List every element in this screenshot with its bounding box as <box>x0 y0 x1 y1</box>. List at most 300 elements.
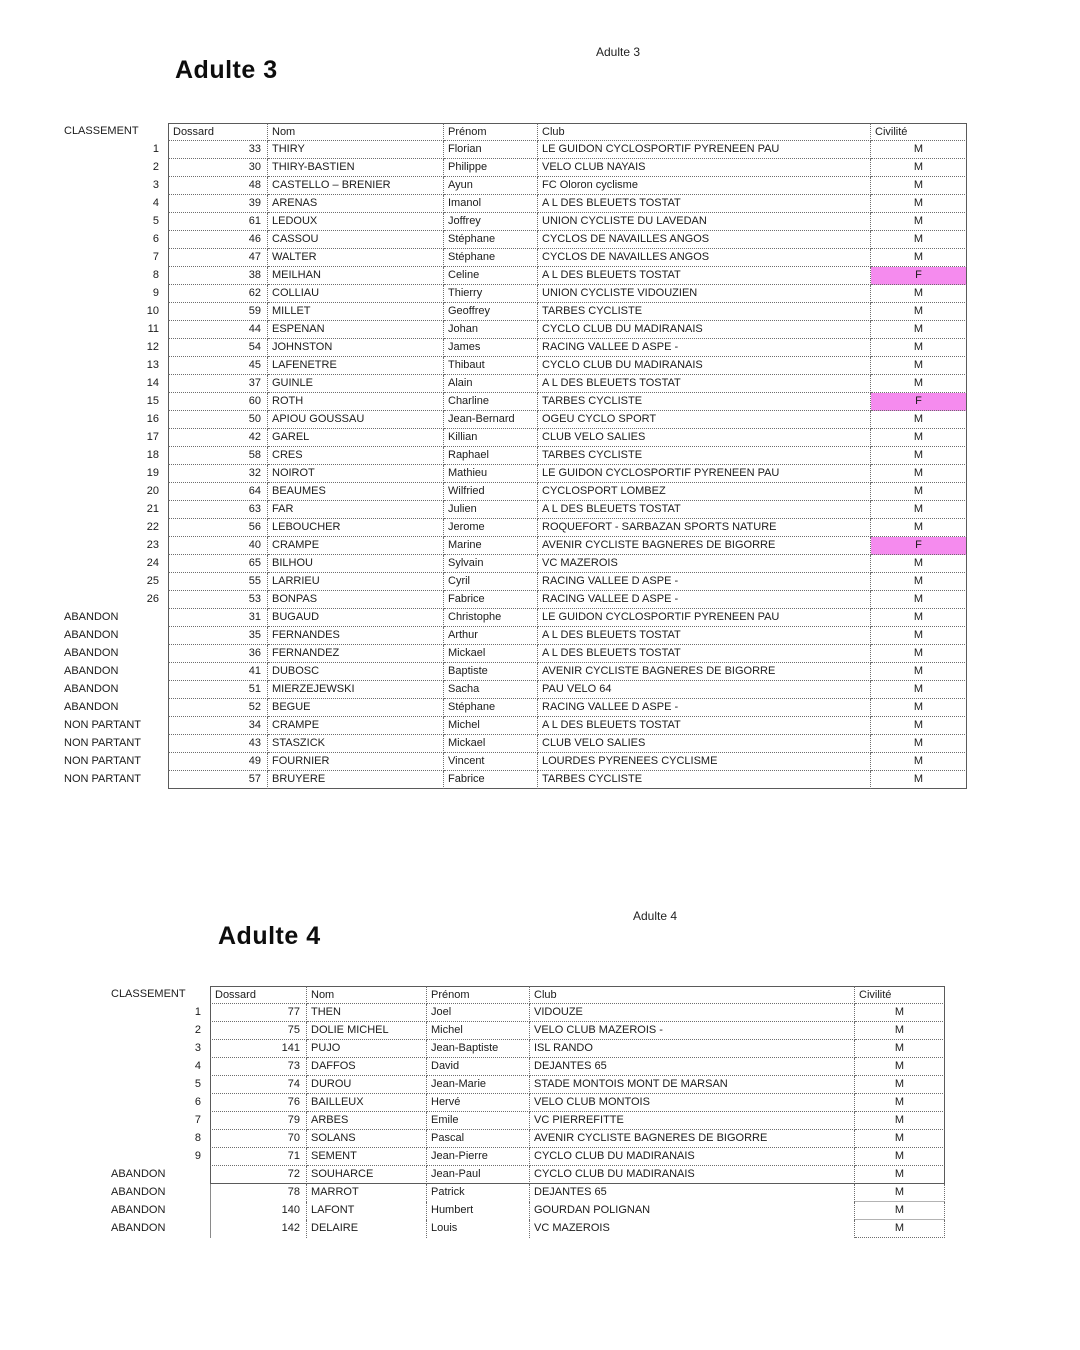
cell-civilite: M <box>871 681 967 699</box>
cell-club: A L DES BLEUETS TOSTAT <box>538 627 871 645</box>
column-header-dossard: Dossard <box>168 123 268 141</box>
cell-club: DEJANTES 65 <box>530 1184 855 1202</box>
cell-classement: 6 <box>194 1096 201 1108</box>
cell-classement: ABANDON <box>64 629 119 641</box>
results-table <box>63 123 967 789</box>
cell-dossard: 53 <box>168 591 268 609</box>
cell-classement: 26 <box>146 593 159 605</box>
cell-prenom: Cyril <box>444 573 538 591</box>
cell-club: LE GUIDON CYCLOSPORTIF PYRENEEN PAU <box>538 609 871 627</box>
table-body <box>63 141 967 789</box>
cell-classement: NON PARTANT <box>64 737 142 749</box>
cell-nom: DELAIRE <box>307 1220 427 1238</box>
cell-club: PAU VELO 64 <box>538 681 871 699</box>
table-row <box>63 447 967 465</box>
cell-civilite: F <box>871 537 967 555</box>
table-row <box>63 753 967 771</box>
table-row <box>63 249 967 267</box>
table-row <box>63 141 967 159</box>
cell-club: VC MAZEROIS <box>530 1220 855 1238</box>
page-header-label: Adulte 3 <box>596 45 641 59</box>
cell-dossard: 78 <box>210 1184 307 1202</box>
cell-civilite: M <box>855 1076 945 1094</box>
cell-club: STADE MONTOIS MONT DE MARSAN <box>530 1076 855 1094</box>
cell-classement: 1 <box>152 143 159 155</box>
cell-civilite: M <box>871 141 967 159</box>
cell-civilite: M <box>871 303 967 321</box>
cell-club: TARBES CYCLISTE <box>538 447 871 465</box>
cell-dossard: 140 <box>210 1202 307 1220</box>
cell-club: CYCLO CLUB DU MADIRANAIS <box>530 1148 855 1166</box>
cell-dossard: 61 <box>168 213 268 231</box>
cell-nom: THIRY-BASTIEN <box>268 159 444 177</box>
cell-prenom: Baptiste <box>444 663 538 681</box>
cell-nom: FOURNIER <box>268 753 444 771</box>
cell-nom: JOHNSTON <box>268 339 444 357</box>
cell-nom: MEILHAN <box>268 267 444 285</box>
cell-club: AVENIR CYCLISTE BAGNERES DE BIGORRE <box>538 663 871 681</box>
cell-prenom: Celine <box>444 267 538 285</box>
cell-nom: PUJO <box>307 1040 427 1058</box>
cell-club: VIDOUZE <box>530 1004 855 1022</box>
cell-nom: CRAMPE <box>268 537 444 555</box>
column-header-nom: Nom <box>268 123 444 141</box>
cell-civilite: M <box>855 1130 945 1148</box>
table-row <box>63 681 967 699</box>
cell-prenom: Philippe <box>444 159 538 177</box>
cell-civilite: F <box>871 267 967 285</box>
cell-nom: ARENAS <box>268 195 444 213</box>
cell-classement: 9 <box>194 1150 201 1162</box>
cell-civilite: M <box>871 501 967 519</box>
cell-club: VELO CLUB MONTOIS <box>530 1094 855 1112</box>
cell-civilite: M <box>871 663 967 681</box>
cell-classement: ABANDON <box>111 1186 166 1198</box>
cell-club: CYCLOS DE NAVAILLES ANGOS <box>538 249 871 267</box>
cell-classement: 23 <box>146 539 159 551</box>
cell-dossard: 77 <box>210 1004 307 1022</box>
cell-prenom: Alain <box>444 375 538 393</box>
cell-classement: 4 <box>152 197 159 209</box>
cell-dossard: 37 <box>168 375 268 393</box>
cell-nom: BILHOU <box>268 555 444 573</box>
cell-club: CYCLO CLUB DU MADIRANAIS <box>538 357 871 375</box>
cell-dossard: 44 <box>168 321 268 339</box>
cell-civilite: M <box>855 1184 945 1202</box>
cell-nom: BRUYERE <box>268 771 444 789</box>
table-row <box>63 501 967 519</box>
cell-prenom: Mickael <box>444 645 538 663</box>
cell-prenom: Joel <box>427 1004 530 1022</box>
cell-classement: 2 <box>152 161 159 173</box>
cell-civilite: M <box>871 645 967 663</box>
cell-nom: BAILLEUX <box>307 1094 427 1112</box>
cell-club: DEJANTES 65 <box>530 1058 855 1076</box>
cell-dossard: 43 <box>168 735 268 753</box>
cell-dossard: 42 <box>168 429 268 447</box>
cell-prenom: Michel <box>444 717 538 735</box>
table-row <box>110 1202 945 1220</box>
cell-prenom: Johan <box>444 321 538 339</box>
cell-nom: NOIROT <box>268 465 444 483</box>
cell-club: UNION CYCLISTE DU LAVEDAN <box>538 213 871 231</box>
cell-dossard: 59 <box>168 303 268 321</box>
cell-classement: 11 <box>147 323 159 335</box>
cell-civilite: M <box>871 249 967 267</box>
cell-club: CYCLO CLUB DU MADIRANAIS <box>530 1166 855 1184</box>
cell-club: RACING VALLEE D ASPE - <box>538 573 871 591</box>
cell-dossard: 76 <box>210 1094 307 1112</box>
cell-nom: FAR <box>268 501 444 519</box>
column-header-civilite: Civilité <box>871 123 967 141</box>
table-row <box>110 1184 945 1202</box>
table-row <box>110 1022 945 1040</box>
cell-classement: 15 <box>146 395 159 407</box>
table-row <box>63 375 967 393</box>
table-row <box>110 1076 945 1094</box>
cell-classement: 17 <box>146 431 159 443</box>
table-row <box>63 717 967 735</box>
cell-prenom: James <box>444 339 538 357</box>
cell-club: CYCLOS DE NAVAILLES ANGOS <box>538 231 871 249</box>
cell-civilite: M <box>871 357 967 375</box>
table-row <box>63 177 967 195</box>
cell-prenom: Killian <box>444 429 538 447</box>
cell-dossard: 54 <box>168 339 268 357</box>
table-row <box>63 393 967 411</box>
cell-prenom: Sacha <box>444 681 538 699</box>
cell-civilite: M <box>871 717 967 735</box>
cell-classement: NON PARTANT <box>64 719 142 731</box>
cell-nom: LEBOUCHER <box>268 519 444 537</box>
cell-civilite: M <box>871 231 967 249</box>
cell-club: ROQUEFORT - SARBAZAN SPORTS NATURE <box>538 519 871 537</box>
cell-nom: LARRIEU <box>268 573 444 591</box>
cell-classement: ABANDON <box>64 665 119 677</box>
cell-civilite: M <box>855 1022 945 1040</box>
cell-classement: 3 <box>152 179 159 191</box>
cell-club: VELO CLUB NAYAIS <box>538 159 871 177</box>
table-row <box>63 591 967 609</box>
cell-club: A L DES BLEUETS TOSTAT <box>538 645 871 663</box>
cell-prenom: Arthur <box>444 627 538 645</box>
table-row <box>63 411 967 429</box>
table-row <box>63 771 967 789</box>
cell-civilite: M <box>871 285 967 303</box>
cell-dossard: 47 <box>168 249 268 267</box>
cell-prenom: Imanol <box>444 195 538 213</box>
cell-club: ISL RANDO <box>530 1040 855 1058</box>
cell-nom: CRAMPE <box>268 717 444 735</box>
cell-dossard: 74 <box>210 1076 307 1094</box>
table-row <box>110 1166 945 1184</box>
cell-nom: FERNANDES <box>268 627 444 645</box>
cell-prenom: Marine <box>444 537 538 555</box>
cell-civilite: M <box>871 465 967 483</box>
table-row <box>63 735 967 753</box>
cell-nom: CRES <box>268 447 444 465</box>
cell-classement: 7 <box>194 1114 201 1126</box>
cell-club: TARBES CYCLISTE <box>538 393 871 411</box>
cell-classement: 8 <box>194 1132 201 1144</box>
cell-prenom: Hervé <box>427 1094 530 1112</box>
cell-nom: ESPENAN <box>268 321 444 339</box>
cell-club: RACING VALLEE D ASPE - <box>538 699 871 717</box>
cell-club: LE GUIDON CYCLOSPORTIF PYRENEEN PAU <box>538 141 871 159</box>
table-row <box>63 537 967 555</box>
column-header-club: Club <box>530 986 855 1004</box>
table-row <box>63 195 967 213</box>
column-header-civilite: Civilité <box>855 986 945 1004</box>
cell-prenom: Christophe <box>444 609 538 627</box>
cell-dossard: 142 <box>210 1220 307 1238</box>
cell-club: VC MAZEROIS <box>538 555 871 573</box>
cell-civilite: M <box>871 429 967 447</box>
cell-civilite: M <box>871 609 967 627</box>
cell-prenom: Jean-Marie <box>427 1076 530 1094</box>
cell-civilite: F <box>871 393 967 411</box>
cell-club: UNION CYCLISTE VIDOUZIEN <box>538 285 871 303</box>
cell-civilite: M <box>871 771 967 789</box>
cell-club: GOURDAN POLIGNAN <box>530 1202 855 1220</box>
table-row <box>63 465 967 483</box>
table-row <box>63 483 967 501</box>
table-header-row <box>63 123 967 141</box>
cell-classement: ABANDON <box>64 611 119 623</box>
cell-nom: MIERZEJEWSKI <box>268 681 444 699</box>
cell-dossard: 71 <box>210 1148 307 1166</box>
cell-classement: 12 <box>146 341 159 353</box>
cell-prenom: Stéphane <box>444 699 538 717</box>
cell-classement: ABANDON <box>64 683 119 695</box>
cell-nom: LAFENETRE <box>268 357 444 375</box>
cell-dossard: 60 <box>168 393 268 411</box>
cell-dossard: 38 <box>168 267 268 285</box>
cell-nom: SOLANS <box>307 1130 427 1148</box>
cell-civilite: M <box>871 483 967 501</box>
column-header-classement: CLASSEMENT <box>111 988 186 1000</box>
cell-dossard: 79 <box>210 1112 307 1130</box>
table-row <box>110 1094 945 1112</box>
cell-prenom: Jean-Bernard <box>444 411 538 429</box>
cell-civilite: M <box>855 1148 945 1166</box>
table-row <box>63 357 967 375</box>
cell-nom: LAFONT <box>307 1202 427 1220</box>
cell-civilite: M <box>871 555 967 573</box>
cell-club: AVENIR CYCLISTE BAGNERES DE BIGORRE <box>530 1130 855 1148</box>
cell-nom: LEDOUX <box>268 213 444 231</box>
cell-dossard: 32 <box>168 465 268 483</box>
cell-prenom: Stéphane <box>444 249 538 267</box>
cell-classement: 13 <box>146 359 159 371</box>
cell-nom: STASZICK <box>268 735 444 753</box>
cell-dossard: 52 <box>168 699 268 717</box>
cell-dossard: 63 <box>168 501 268 519</box>
results-table <box>110 986 945 1238</box>
cell-civilite: M <box>871 411 967 429</box>
cell-dossard: 31 <box>168 609 268 627</box>
section-title: Adulte 3 <box>175 56 278 84</box>
cell-prenom: Fabrice <box>444 771 538 789</box>
cell-classement: 14 <box>146 377 159 389</box>
cell-club: VC PIERREFITTE <box>530 1112 855 1130</box>
cell-civilite: M <box>871 339 967 357</box>
cell-dossard: 72 <box>210 1166 307 1184</box>
table-row <box>110 1148 945 1166</box>
cell-classement: 5 <box>152 215 159 227</box>
cell-dossard: 56 <box>168 519 268 537</box>
cell-civilite: M <box>855 1112 945 1130</box>
cell-classement: NON PARTANT <box>64 755 142 767</box>
table-row <box>63 555 967 573</box>
cell-nom: BEAUMES <box>268 483 444 501</box>
cell-classement: 4 <box>194 1060 201 1072</box>
cell-civilite: M <box>871 753 967 771</box>
table-row <box>63 573 967 591</box>
cell-dossard: 35 <box>168 627 268 645</box>
table-row <box>63 627 967 645</box>
table-row <box>110 1004 945 1022</box>
cell-club: FC Oloron cyclisme <box>538 177 871 195</box>
cell-dossard: 55 <box>168 573 268 591</box>
cell-civilite: M <box>871 735 967 753</box>
cell-club: CYCLO CLUB DU MADIRANAIS <box>538 321 871 339</box>
cell-nom: COLLIAU <box>268 285 444 303</box>
cell-club: CLUB VELO SALIES <box>538 429 871 447</box>
table-row <box>63 267 967 285</box>
cell-nom: BONPAS <box>268 591 444 609</box>
cell-club: OGEU CYCLO SPORT <box>538 411 871 429</box>
cell-civilite: M <box>871 627 967 645</box>
cell-club: A L DES BLEUETS TOSTAT <box>538 375 871 393</box>
cell-classement: 20 <box>146 485 159 497</box>
cell-civilite: M <box>855 1166 945 1184</box>
table-row <box>63 609 967 627</box>
section-title: Adulte 4 <box>218 922 321 950</box>
cell-nom: ROTH <box>268 393 444 411</box>
cell-club: AVENIR CYCLISTE BAGNERES DE BIGORRE <box>538 537 871 555</box>
cell-dossard: 70 <box>210 1130 307 1148</box>
cell-prenom: Joffrey <box>444 213 538 231</box>
column-header-club: Club <box>538 123 871 141</box>
cell-dossard: 39 <box>168 195 268 213</box>
cell-nom: DOLIE MICHEL <box>307 1022 427 1040</box>
cell-prenom: Emile <box>427 1112 530 1130</box>
table-row <box>63 303 967 321</box>
cell-civilite: M <box>871 375 967 393</box>
cell-prenom: Florian <box>444 141 538 159</box>
column-header-dossard: Dossard <box>210 986 307 1004</box>
cell-classement: 24 <box>146 557 159 569</box>
cell-club: A L DES BLEUETS TOSTAT <box>538 501 871 519</box>
cell-dossard: 57 <box>168 771 268 789</box>
cell-civilite: M <box>871 213 967 231</box>
cell-classement: NON PARTANT <box>64 773 142 785</box>
cell-prenom: Jean-Paul <box>427 1166 530 1184</box>
cell-club: LE GUIDON CYCLOSPORTIF PYRENEEN PAU <box>538 465 871 483</box>
cell-dossard: 62 <box>168 285 268 303</box>
table-row <box>63 231 967 249</box>
cell-dossard: 45 <box>168 357 268 375</box>
table-row <box>63 699 967 717</box>
cell-civilite: M <box>855 1040 945 1058</box>
cell-nom: CASTELLO – BRENIER <box>268 177 444 195</box>
cell-civilite: M <box>871 447 967 465</box>
cell-prenom: Stéphane <box>444 231 538 249</box>
cell-club: CYCLOSPORT LOMBEZ <box>538 483 871 501</box>
cell-prenom: Patrick <box>427 1184 530 1202</box>
cell-classement: 19 <box>146 467 159 479</box>
cell-nom: SOUHARCE <box>307 1166 427 1184</box>
cell-nom: DUBOSC <box>268 663 444 681</box>
cell-civilite: M <box>855 1094 945 1112</box>
cell-club: A L DES BLEUETS TOSTAT <box>538 267 871 285</box>
cell-prenom: Vincent <box>444 753 538 771</box>
cell-club: RACING VALLEE D ASPE - <box>538 591 871 609</box>
cell-nom: BUGAUD <box>268 609 444 627</box>
cell-classement: 5 <box>194 1078 201 1090</box>
cell-club: A L DES BLEUETS TOSTAT <box>538 717 871 735</box>
cell-prenom: Louis <box>427 1220 530 1238</box>
cell-prenom: Jerome <box>444 519 538 537</box>
table-row <box>63 213 967 231</box>
cell-classement: ABANDON <box>111 1204 166 1216</box>
cell-classement: ABANDON <box>111 1222 166 1234</box>
cell-dossard: 41 <box>168 663 268 681</box>
table-row <box>63 285 967 303</box>
cell-dossard: 65 <box>168 555 268 573</box>
cell-prenom: Humbert <box>427 1202 530 1220</box>
table-row <box>63 339 967 357</box>
cell-classement: 21 <box>146 503 159 515</box>
cell-classement: 3 <box>194 1042 201 1054</box>
cell-classement: 8 <box>152 269 159 281</box>
cell-nom: MILLET <box>268 303 444 321</box>
cell-civilite: M <box>871 159 967 177</box>
cell-nom: GAREL <box>268 429 444 447</box>
cell-dossard: 51 <box>168 681 268 699</box>
cell-classement: 9 <box>152 287 159 299</box>
cell-civilite: M <box>871 699 967 717</box>
cell-civilite: M <box>855 1202 945 1220</box>
cell-club: TARBES CYCLISTE <box>538 303 871 321</box>
table-row <box>110 1112 945 1130</box>
cell-nom: WALTER <box>268 249 444 267</box>
table-row <box>110 1058 945 1076</box>
cell-civilite: M <box>871 519 967 537</box>
cell-classement: 10 <box>146 305 159 317</box>
cell-dossard: 141 <box>210 1040 307 1058</box>
cell-dossard: 75 <box>210 1022 307 1040</box>
table-row <box>63 645 967 663</box>
cell-prenom: Mathieu <box>444 465 538 483</box>
cell-prenom: Michel <box>427 1022 530 1040</box>
cell-civilite: M <box>855 1004 945 1022</box>
cell-classement: 6 <box>152 233 159 245</box>
cell-dossard: 34 <box>168 717 268 735</box>
cell-prenom: Ayun <box>444 177 538 195</box>
cell-classement: ABANDON <box>64 701 119 713</box>
table-row <box>63 519 967 537</box>
cell-club: A L DES BLEUETS TOSTAT <box>538 195 871 213</box>
cell-prenom: Thibaut <box>444 357 538 375</box>
table-row <box>63 663 967 681</box>
cell-prenom: Jean-Pierre <box>427 1148 530 1166</box>
cell-classement: 1 <box>194 1006 201 1018</box>
cell-nom: CASSOU <box>268 231 444 249</box>
cell-club: VELO CLUB MAZEROIS - <box>530 1022 855 1040</box>
cell-prenom: Raphael <box>444 447 538 465</box>
